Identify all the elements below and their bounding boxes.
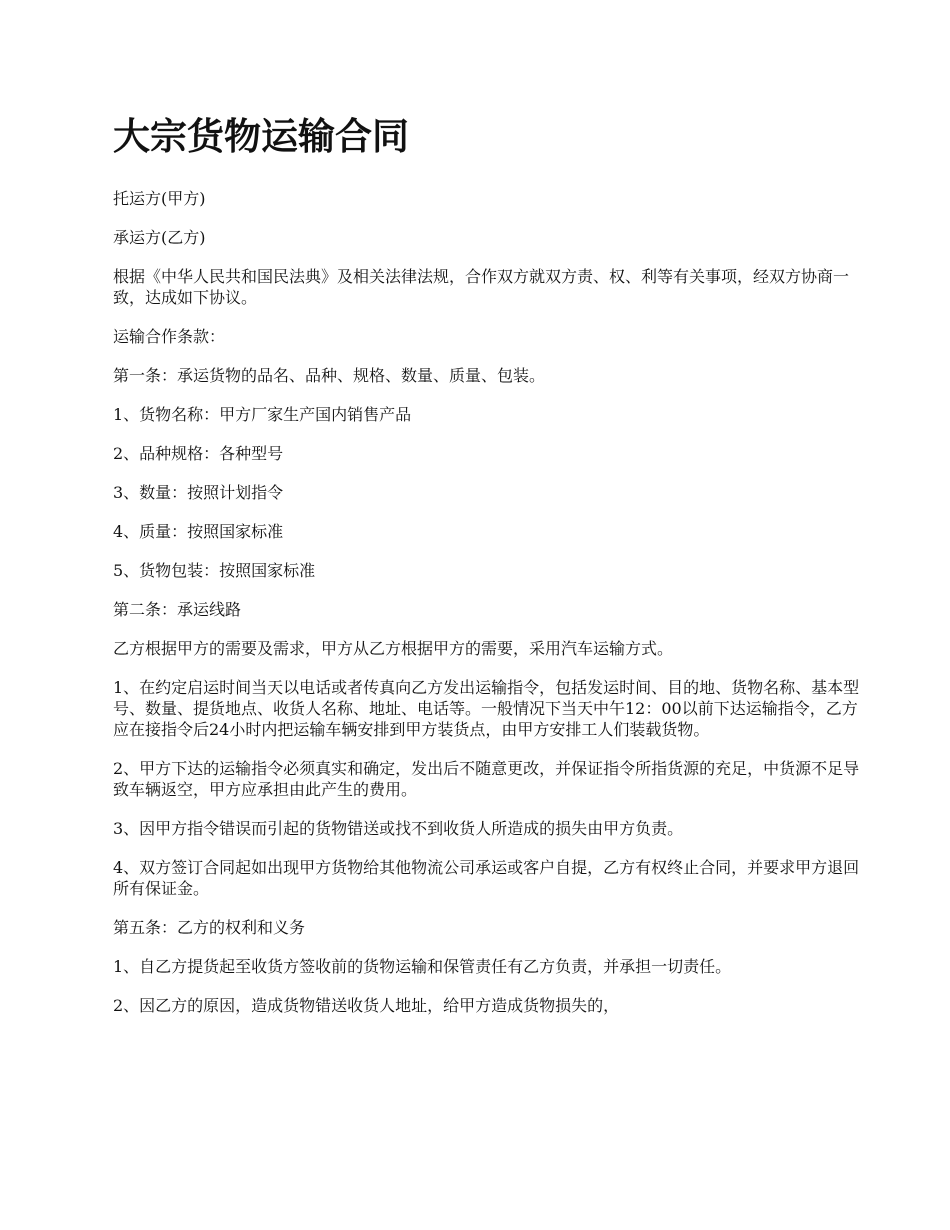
body-paragraph: 乙方根据甲方的需要及需求，甲方从乙方根据甲方的需要，采用汽车运输方式。 [113,639,674,658]
party-b-line: 承运方(乙方) [113,228,206,247]
party-a-line: 托运方(甲方) [113,189,206,208]
clause-paragraph: 2、甲方下达的运输指令必须真实和确定，发出后不随意更改，并保证指令所指货源的充足，中货源不足导致车辆返空，甲方应承担由此产生的费用。 [113,759,860,799]
clause-paragraph: 3、数量：按照计划指令 [113,483,284,502]
clause-paragraph: 4、质量：按照国家标准 [113,522,284,541]
clause-paragraph: 3、因甲方指令错误而引起的货物错送或找不到收货人所造成的损失由甲方负责。 [113,819,684,838]
clause-paragraph: 5、货物包装：按照国家标准 [113,561,316,580]
article-heading: 第五条：乙方的权利和义务 [113,918,306,937]
article-heading: 第二条：承运线路 [113,600,242,619]
clause-paragraph: 2、品种规格：各种型号 [113,444,284,463]
article-heading: 第一条：承运货物的品名、品种、规格、数量、质量、包装。 [113,366,546,385]
clause-paragraph: 2、因乙方的原因，造成货物错送收货人地址，给甲方造成货物损失的， [113,996,620,1015]
section-heading: 运输合作条款： [113,327,226,346]
document-page [113,110,863,1034]
preamble-paragraph: 根据《中华人民共和国民法典》及相关法律法规，合作双方就双方责、权、利等有关事项，经双方协商一致，达成如下协议。 [113,267,850,307]
clause-paragraph: 1、自乙方提货起至收货方签收前的货物运输和保管责任有乙方负责，并承担一切责任。 [113,957,732,976]
clause-paragraph: 1、货物名称：甲方厂家生产国内销售产品 [113,405,412,424]
clause-paragraph: 4、双方签订合同起如出现甲方货物给其他物流公司承运或客户自提，乙方有权终止合同，并要求甲方退回所有保证金。 [113,858,860,898]
document-title: 大宗货物运输合同 [113,115,409,158]
clause-paragraph: 1、在约定启运时间当天以电话或者传真向乙方发出运输指令，包括发运时间、目的地、货物名称、基本型号、数量、提货地点、收货人名称、地址、电话等。一般情况下当天中午12：00以前下达运输指令，乙方应在接指令后24小时内把运输车辆安排到甲方装货点，由甲方安排工人们装载货物。 [113,678,860,739]
